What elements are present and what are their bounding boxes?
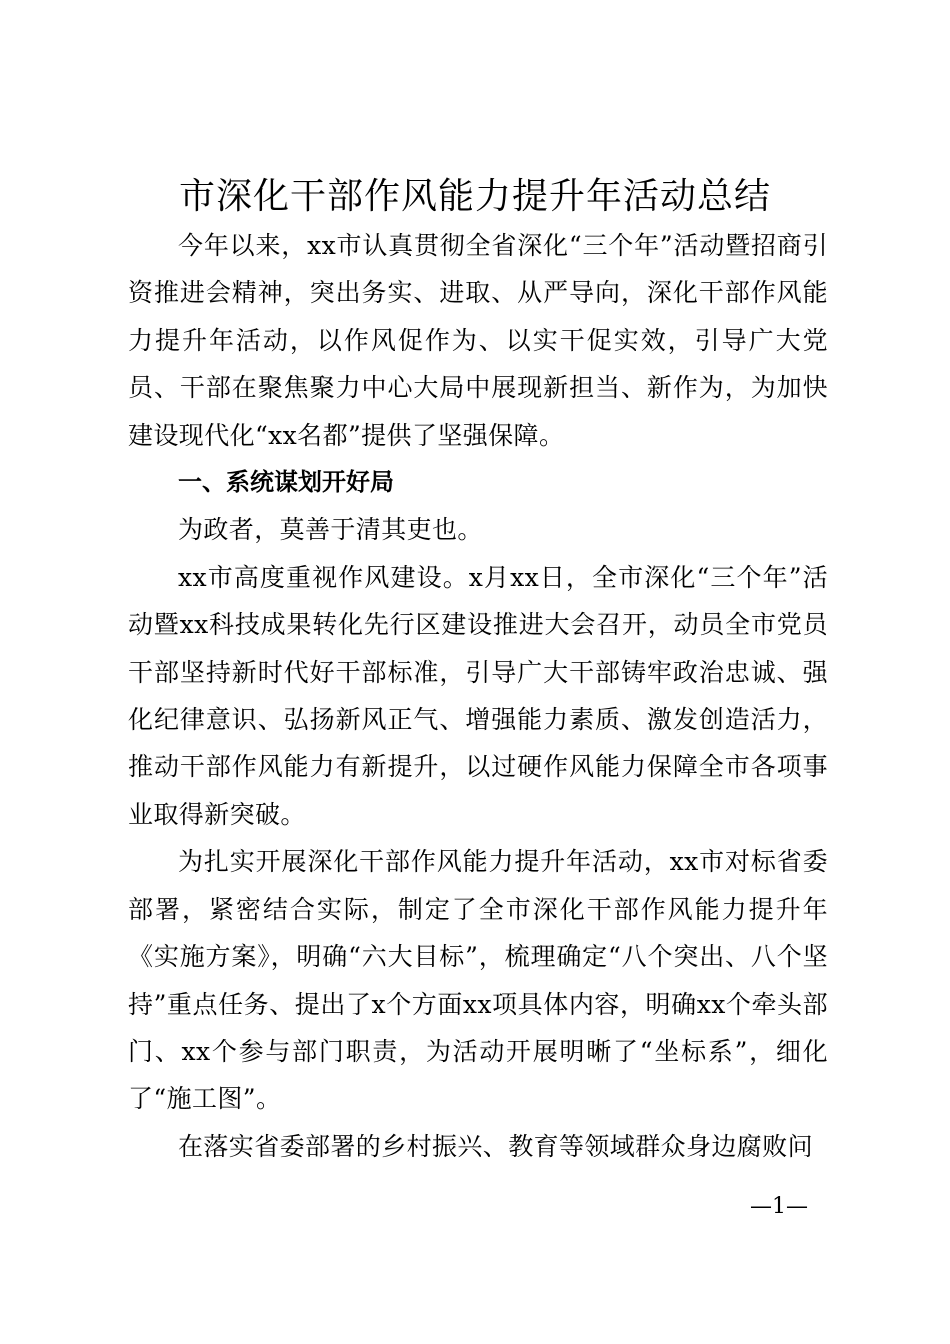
paragraph-intro: 今年以来，xx市认真贯彻全省深化“三个年”活动暨招商引资推进会精神，突出务实、进取、从严导向，深化干部作风能力提升年活动，以作风促作为、以实干促实效，引导广大党员、干部在聚焦聚力中心大局中展现新担当、新作为，为加快建设现代化“xx名都”提供了坚强保障。 (128, 231, 828, 450)
paragraph-quote: 为政者，莫善于清其吏也。 (178, 515, 483, 545)
section-heading-1: 一、系统谋划开好局 (178, 468, 394, 497)
paragraph-meeting: xx市高度重视作风建设。x月xx日，全市深化“三个年”活动暨xx科技成果转化先行区建设推进大会召开，动员全市党员干部坚持新时代好干部标准，引导广大干部铸牢政治忠诚、强化纪律意识、弘扬新风正气、增强能力素质、激发创造活力，推动干部作风能力有新提升，以过硬作风能力保障全市各项事业取得新突破。 (128, 562, 828, 829)
document-title: 市深化干部作风能力提升年活动总结 (178, 176, 771, 217)
page-number: —1— (750, 1194, 808, 1219)
paragraph-continued: 在落实省委部署的乡村振兴、教育等领域群众身边腐败问 (178, 1131, 814, 1161)
paragraph-plan: 为扎实开展深化干部作风能力提升年活动，xx市对标省委部署，紧密结合实际，制定了全市深化干部作风能力提升年《实施方案》，明确“六大目标”，梳理确定“八个突出、八个坚持”重点任务、提出了x个方面xx项具体内容，明确xx个牵头部门、xx个参与部门职责，为活动开展明晰了“坐标系”，细化了“施工图”。 (128, 847, 828, 1114)
document-body (128, 222, 828, 1170)
